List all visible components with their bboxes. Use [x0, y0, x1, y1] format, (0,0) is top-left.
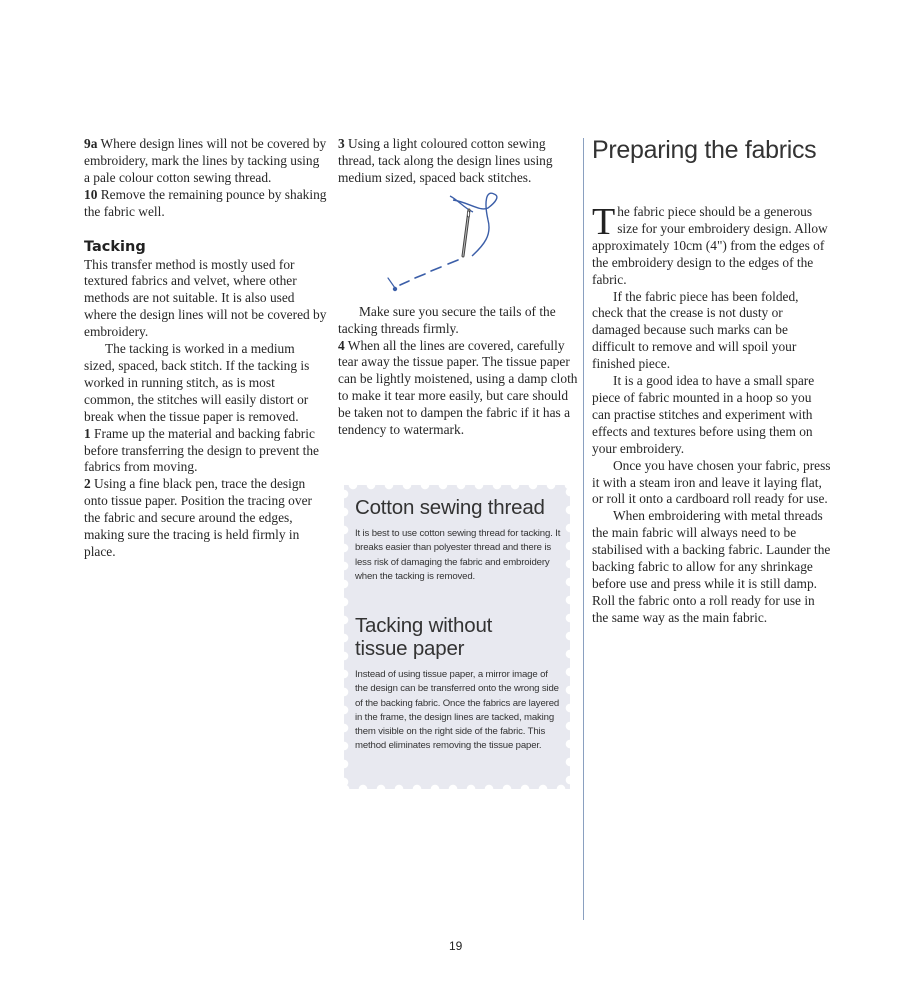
step-1 — [84, 426, 328, 477]
step-text: Frame up the material and backing fabric before transferring the design to prevent the fabrics from moving. — [84, 425, 319, 475]
step-text: Where design lines will not be covered by embroidery, mark the lines by tacking using a pale colour cotton sewing thread. — [84, 136, 327, 185]
tip-title: Cotton sewing thread — [355, 496, 545, 519]
tip-body: Instead of using tissue paper, a mirror image of the design can be transferred onto the wrong side of the backing fabric. Once the fabrics are layered in the frame, the design lines are tacked, making them visible on the right side of the fabric. This method eliminates removing the tissue paper. — [355, 669, 560, 752]
column-middle — [338, 136, 578, 439]
step-number: 1 — [84, 425, 91, 441]
page-number: 19 — [449, 939, 463, 953]
step-text: Using a light coloured cotton sewing thread, tack along the design lines using medium sized, spaced back stitches. — [338, 136, 553, 185]
scalloped-edge — [344, 485, 349, 789]
section-title: Preparing the fabrics — [592, 136, 817, 164]
column-left — [84, 136, 328, 561]
step-text: When all the lines are covered, carefully tear away the tissue paper. The tissue paper can be lightly moistened, using a damp cloth to make it tear more easily, but care should be taken not to dampen the fabric if it has a tendency to watermark. — [338, 337, 578, 438]
step-10 — [84, 187, 328, 221]
scalloped-edge — [565, 485, 570, 789]
step-text: Remove the remaining pounce by shaking the fabric well. — [84, 186, 327, 219]
step-number: 2 — [84, 476, 91, 492]
step-4 — [338, 338, 578, 439]
spacer — [84, 221, 328, 238]
fabrics-para-5: When embroidering with metal threads the main fabric will always need to be stabilised with a backing fabric. Launder the backing fabric to allow for any shrinkage before use and press while it is still damp. Roll the fabric onto a roll ready for use in the same way as the main fabric. — [592, 508, 831, 625]
tip-cotton-thread — [355, 496, 561, 584]
para-text: he fabric piece should be a generous size for your embroidery design. Allow approximately 10cm (4") from the edges of the embroidery design to the edges of the fabric. — [592, 204, 828, 287]
step-number: 9a — [84, 136, 98, 151]
step-text: Using a fine black pen, trace the design onto tissue paper. Position the tracing over the fabric and secure around the edges, making sure the tracing is held firmly in place. — [84, 476, 312, 559]
fabrics-para-2: If the fabric piece has been folded, check that the crease is not dusty or damaged because such marks can be difficult to remove and will spoil your finished piece. — [592, 288, 799, 372]
step-number: 10 — [84, 186, 98, 202]
needle-and-thread-icon — [368, 190, 508, 298]
tacking-para-1: This transfer method is mostly used for textured fabrics and velvet, where other methods are not suitable. It is also used where the design lines will not be covered by embroidery. — [84, 256, 327, 340]
tip-body: It is best to use cotton sewing thread for tacking. It breaks easier than polyester thread and there is less risk of damaging the fabric and embroidery when the tacking is removed. — [355, 528, 561, 582]
step-number: 3 — [338, 136, 345, 151]
step-3 — [338, 136, 578, 187]
tacking-para-2: The tacking is worked in a medium sized, spaced, back stitch. If the tacking is worked in running stitch, as is most common, the stitches will easily distort or break when the tissue paper is removed. — [84, 341, 310, 424]
tacking-heading: Tacking — [84, 238, 146, 255]
tip-without-tissue — [355, 614, 561, 754]
tails-para: Make sure you secure the tails of the tacking threads firmly. — [338, 303, 556, 336]
fabrics-para-1 — [592, 201, 832, 289]
fabrics-para-4: Once you have chosen your fabric, press it with a steam iron and leave it laying flat, or roll it onto a cardboard roll ready for use. — [592, 457, 831, 507]
step-9a — [84, 136, 328, 187]
column-right — [592, 136, 832, 627]
fabrics-para-3: It is a good idea to have a small spare piece of fabric mounted in a hoop so you can practise stitches and experiment with effects and textures before using them on your embroidery. — [592, 373, 815, 456]
tip-title: Tacking without tissue paper — [355, 614, 493, 660]
drop-cap: T — [592, 201, 616, 243]
needle-thread-illustration — [338, 190, 578, 298]
tips-box — [344, 485, 570, 789]
step-2 — [84, 476, 328, 561]
column-divider — [583, 138, 584, 920]
step-number: 4 — [338, 337, 345, 353]
